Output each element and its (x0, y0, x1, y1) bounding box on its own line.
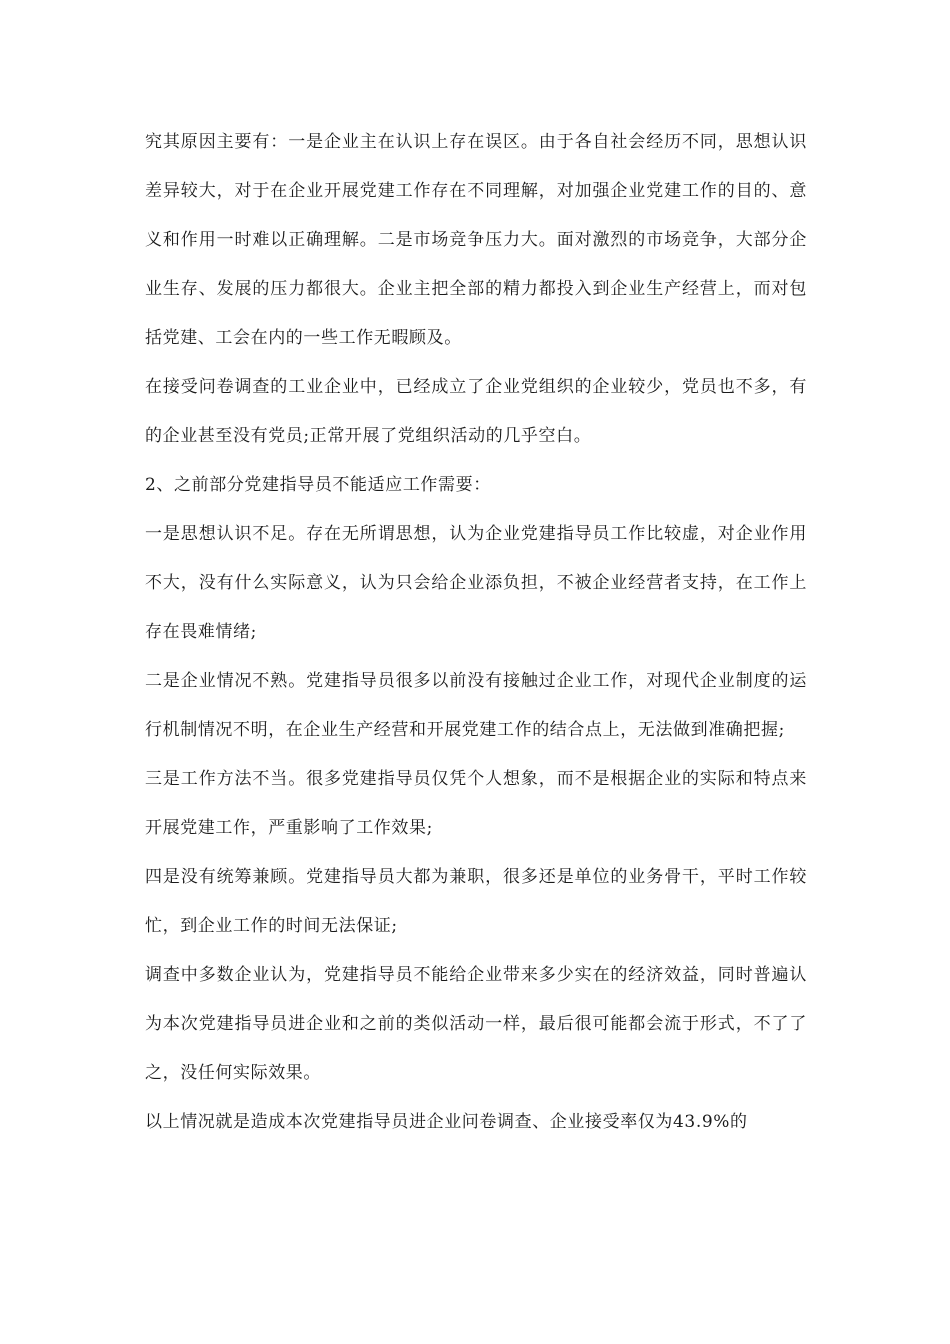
paragraph-point-three: 三是工作方法不当。很多党建指导员仅凭个人想象，而不是根据企业的实际和特点来开展党建工作，严重影响了工作效果; (145, 769, 807, 838)
paragraph-causes: 究其原因主要有：一是企业主在认识上存在误区。由于各自社会经历不同，思想认识差异较大，对于在企业开展党建工作存在不同理解，对加强企业党建工作的目的、意义和作用一时难以正确理解。二是市场竞争压力大。面对激烈的市场竞争，大部分企业生存、发展的压力都很大。企业主把全部的精力都投入到企业生产经营上，而对包括党建、工会在内的一些工作无暇顾及。 (145, 132, 807, 348)
paragraph-conclusion: 以上情况就是造成本次党建指导员进企业问卷调查、企业接受率仅为43.9%的 (145, 1112, 748, 1132)
paragraph-section-heading: 2、之前部分党建指导员不能适应工作需要： (145, 475, 491, 495)
paragraph-point-four: 四是没有统筹兼顾。党建指导员大都为兼职，很多还是单位的业务骨干，平时工作较忙，到企业工作的时间无法保证; (145, 867, 807, 936)
document-body (145, 118, 807, 1147)
paragraph-survey-results: 在接受问卷调查的工业企业中，已经成立了企业党组织的企业较少，党员也不多，有的企业甚至没有党员;正常开展了党组织活动的几乎空白。 (145, 377, 807, 446)
paragraph-point-two: 二是企业情况不熟。党建指导员很多以前没有接触过企业工作，对现代企业制度的运行机制情况不明，在企业生产经营和开展党建工作的结合点上，无法做到准确把握; (145, 671, 807, 740)
paragraph-point-one: 一是思想认识不足。存在无所谓思想，认为企业党建指导员工作比较虚，对企业作用不大，没有什么实际意义，认为只会给企业添负担，不被企业经营者支持，在工作上存在畏难情绪; (145, 524, 807, 642)
paragraph-enterprise-opinion: 调查中多数企业认为，党建指导员不能给企业带来多少实在的经济效益，同时普遍认为本次党建指导员进企业和之前的类似活动一样，最后很可能都会流于形式，不了了之，没任何实际效果。 (145, 965, 807, 1083)
